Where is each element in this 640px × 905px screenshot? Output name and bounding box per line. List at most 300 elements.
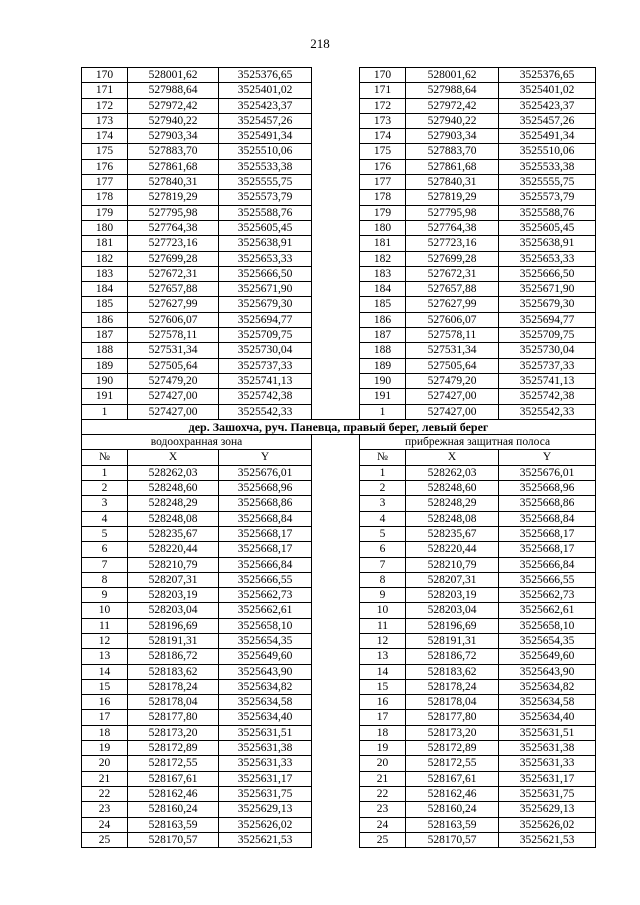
right-x-coordinate: 527657,88 [406, 282, 499, 297]
column-gap [312, 465, 360, 480]
table-row [82, 526, 596, 541]
right-y-coordinate: 3525629,13 [499, 802, 596, 817]
table-row [82, 83, 596, 98]
right-point-number: 18 [360, 725, 406, 740]
column-gap [312, 404, 360, 419]
left-x-coordinate: 527903,34 [128, 129, 219, 144]
table-row [82, 175, 596, 190]
right-point-number: 8 [360, 572, 406, 587]
right-point-number: 7 [360, 557, 406, 572]
right-y-coordinate: 3525662,61 [499, 603, 596, 618]
left-x-coordinate: 528167,61 [128, 771, 219, 786]
left-y-coordinate: 3525676,01 [219, 465, 312, 480]
left-x-coordinate: 528191,31 [128, 633, 219, 648]
left-point-number: 170 [82, 68, 128, 83]
right-subtitle: прибрежная защитная полоса [360, 435, 596, 450]
column-gap [312, 679, 360, 694]
column-gap [312, 159, 360, 174]
left-point-number: 11 [82, 618, 128, 633]
right-y-coordinate: 3525668,86 [499, 496, 596, 511]
right-y-coordinate: 3525653,33 [499, 251, 596, 266]
right-point-number: 180 [360, 220, 406, 235]
right-y-coordinate: 3525401,02 [499, 83, 596, 98]
left-y-coordinate: 3525666,50 [219, 266, 312, 281]
left-x-coordinate: 527627,99 [128, 297, 219, 312]
column-gap [312, 725, 360, 740]
column-gap [312, 373, 360, 388]
table-row [82, 129, 596, 144]
left-y-coordinate: 3525666,55 [219, 572, 312, 587]
left-y-coordinate: 3525658,10 [219, 618, 312, 633]
right-point-number: 23 [360, 802, 406, 817]
column-gap [312, 282, 360, 297]
left-x-coordinate: 527883,70 [128, 144, 219, 159]
column-gap [312, 695, 360, 710]
left-x-coordinate: 528203,19 [128, 588, 219, 603]
left-y-coordinate: 3525634,58 [219, 695, 312, 710]
left-point-number: 19 [82, 741, 128, 756]
right-point-number: 11 [360, 618, 406, 633]
right-y-coordinate: 3525666,50 [499, 266, 596, 281]
left-y-coordinate: 3525631,33 [219, 756, 312, 771]
left-point-number: 183 [82, 266, 128, 281]
left-y-coordinate: 3525668,96 [219, 481, 312, 496]
left-point-number: 191 [82, 389, 128, 404]
table-row [82, 236, 596, 251]
column-gap [312, 526, 360, 541]
right-point-number: 1 [360, 465, 406, 480]
left-point-number: 171 [82, 83, 128, 98]
right-y-coordinate: 3525654,35 [499, 633, 596, 648]
table-row [82, 68, 596, 83]
column-gap [312, 511, 360, 526]
right-y-coordinate: 3525671,90 [499, 282, 596, 297]
right-y-header: Y [499, 450, 596, 465]
right-x-coordinate: 528173,20 [406, 725, 499, 740]
left-y-coordinate: 3525662,61 [219, 603, 312, 618]
left-point-number: 18 [82, 725, 128, 740]
right-point-number: 182 [360, 251, 406, 266]
column-gap [312, 649, 360, 664]
left-y-coordinate: 3525638,91 [219, 236, 312, 251]
left-y-coordinate: 3525653,33 [219, 251, 312, 266]
table-row [82, 98, 596, 113]
left-y-coordinate: 3525629,13 [219, 802, 312, 817]
right-y-coordinate: 3525457,26 [499, 113, 596, 128]
right-point-number: 12 [360, 633, 406, 648]
column-gap [312, 312, 360, 327]
right-x-coordinate: 527883,70 [406, 144, 499, 159]
left-point-number: 184 [82, 282, 128, 297]
right-y-coordinate: 3525588,76 [499, 205, 596, 220]
right-point-number: 173 [360, 113, 406, 128]
right-x-coordinate: 527972,42 [406, 98, 499, 113]
left-y-header: Y [219, 450, 312, 465]
table-row [82, 358, 596, 373]
left-point-number: 175 [82, 144, 128, 159]
right-point-number: 178 [360, 190, 406, 205]
column-gap [312, 389, 360, 404]
right-x-coordinate: 528178,04 [406, 695, 499, 710]
left-point-number: 189 [82, 358, 128, 373]
left-x-coordinate: 527723,16 [128, 236, 219, 251]
right-x-coordinate: 527723,16 [406, 236, 499, 251]
table-row [82, 710, 596, 725]
right-y-coordinate: 3525694,77 [499, 312, 596, 327]
right-x-coordinate: 528183,62 [406, 664, 499, 679]
right-x-coordinate: 527427,00 [406, 389, 499, 404]
left-point-number: 182 [82, 251, 128, 266]
left-y-coordinate: 3525668,86 [219, 496, 312, 511]
left-x-coordinate: 528163,59 [128, 817, 219, 832]
left-y-coordinate: 3525376,65 [219, 68, 312, 83]
left-x-coordinate: 527795,98 [128, 205, 219, 220]
left-x-coordinate: 527672,31 [128, 266, 219, 281]
right-y-coordinate: 3525376,65 [499, 68, 596, 83]
right-y-coordinate: 3525638,91 [499, 236, 596, 251]
right-point-number: 25 [360, 832, 406, 847]
column-gap [312, 358, 360, 373]
right-x-coordinate: 528262,03 [406, 465, 499, 480]
left-y-coordinate: 3525634,82 [219, 679, 312, 694]
column-gap [312, 771, 360, 786]
page-number: 218 [310, 36, 330, 51]
left-point-number: 176 [82, 159, 128, 174]
right-y-coordinate: 3525662,73 [499, 588, 596, 603]
table-row [82, 159, 596, 174]
left-x-coordinate: 528248,60 [128, 481, 219, 496]
table-row [82, 144, 596, 159]
right-x-coordinate: 528177,80 [406, 710, 499, 725]
table-row [82, 588, 596, 603]
left-point-number: 180 [82, 220, 128, 235]
right-point-number: 177 [360, 175, 406, 190]
left-x-coordinate: 527940,22 [128, 113, 219, 128]
right-point-number: 175 [360, 144, 406, 159]
left-y-coordinate: 3525662,73 [219, 588, 312, 603]
right-point-number: 20 [360, 756, 406, 771]
left-y-coordinate: 3525401,02 [219, 83, 312, 98]
right-point-number: 183 [360, 266, 406, 281]
right-x-coordinate: 527840,31 [406, 175, 499, 190]
left-x-coordinate: 528178,04 [128, 695, 219, 710]
right-point-number: 2 [360, 481, 406, 496]
table-row [82, 496, 596, 511]
right-point-number: 191 [360, 389, 406, 404]
column-gap [312, 786, 360, 801]
left-point-number: 3 [82, 496, 128, 511]
column-gap [312, 633, 360, 648]
left-y-coordinate: 3525631,38 [219, 741, 312, 756]
left-y-coordinate: 3525709,75 [219, 328, 312, 343]
column-gap [312, 802, 360, 817]
left-y-coordinate: 3525730,04 [219, 343, 312, 358]
right-y-coordinate: 3525709,75 [499, 328, 596, 343]
left-x-coordinate: 528210,79 [128, 557, 219, 572]
column-gap [312, 83, 360, 98]
column-gap [312, 817, 360, 832]
left-point-number: 8 [82, 572, 128, 587]
left-point-number: 24 [82, 817, 128, 832]
right-x-coordinate: 527606,07 [406, 312, 499, 327]
left-point-number: 10 [82, 603, 128, 618]
table-row [82, 664, 596, 679]
right-y-coordinate: 3525510,06 [499, 144, 596, 159]
table-row [82, 725, 596, 740]
left-y-coordinate: 3525643,90 [219, 664, 312, 679]
column-gap [312, 588, 360, 603]
right-y-coordinate: 3525631,33 [499, 756, 596, 771]
left-x-coordinate: 528196,69 [128, 618, 219, 633]
table-row [82, 297, 596, 312]
column-gap [312, 113, 360, 128]
right-y-coordinate: 3525666,55 [499, 572, 596, 587]
right-point-number: 174 [360, 129, 406, 144]
left-y-coordinate: 3525694,77 [219, 312, 312, 327]
right-x-coordinate: 528203,19 [406, 588, 499, 603]
table-row [82, 465, 596, 480]
table-row [82, 113, 596, 128]
right-y-coordinate: 3525668,84 [499, 511, 596, 526]
left-y-coordinate: 3525533,38 [219, 159, 312, 174]
right-x-coordinate: 528162,46 [406, 786, 499, 801]
right-point-number: 5 [360, 526, 406, 541]
right-x-coordinate: 527531,34 [406, 343, 499, 358]
column-gap [312, 557, 360, 572]
left-x-coordinate: 528186,72 [128, 649, 219, 664]
right-x-coordinate: 527427,00 [406, 404, 499, 419]
right-y-coordinate: 3525634,58 [499, 695, 596, 710]
left-y-coordinate: 3525737,33 [219, 358, 312, 373]
right-x-coordinate: 528220,44 [406, 542, 499, 557]
right-point-number: 22 [360, 786, 406, 801]
right-y-coordinate: 3525631,17 [499, 771, 596, 786]
table-row [82, 603, 596, 618]
column-gap [312, 756, 360, 771]
right-x-coordinate: 527672,31 [406, 266, 499, 281]
column-gap [312, 175, 360, 190]
left-x-coordinate: 528172,55 [128, 756, 219, 771]
right-y-coordinate: 3525668,17 [499, 542, 596, 557]
right-x-coordinate: 527699,28 [406, 251, 499, 266]
table-row [82, 786, 596, 801]
right-x-coordinate: 527819,29 [406, 190, 499, 205]
column-gap [312, 98, 360, 113]
left-point-number: 188 [82, 343, 128, 358]
left-x-coordinate: 528220,44 [128, 542, 219, 557]
left-point-number: 16 [82, 695, 128, 710]
right-point-number: 1 [360, 404, 406, 419]
right-x-coordinate: 527940,22 [406, 113, 499, 128]
table-row [82, 328, 596, 343]
table-row [82, 771, 596, 786]
right-y-coordinate: 3525730,04 [499, 343, 596, 358]
right-point-number: 9 [360, 588, 406, 603]
right-point-number: 4 [360, 511, 406, 526]
subtitle-row [82, 435, 596, 450]
left-point-number: 9 [82, 588, 128, 603]
right-x-coordinate: 527479,20 [406, 373, 499, 388]
right-point-number: 6 [360, 542, 406, 557]
column-gap [312, 664, 360, 679]
left-subtitle: водоохранная зона [82, 435, 312, 450]
table-row [82, 832, 596, 847]
left-y-coordinate: 3525742,38 [219, 389, 312, 404]
left-x-coordinate: 527427,00 [128, 389, 219, 404]
right-x-coordinate: 528248,08 [406, 511, 499, 526]
right-y-coordinate: 3525626,02 [499, 817, 596, 832]
left-y-coordinate: 3525626,02 [219, 817, 312, 832]
left-y-coordinate: 3525542,33 [219, 404, 312, 419]
column-gap [312, 328, 360, 343]
column-gap [312, 832, 360, 847]
left-point-number: 187 [82, 328, 128, 343]
left-point-number: 17 [82, 710, 128, 725]
left-x-header: X [128, 450, 219, 465]
left-x-coordinate: 527606,07 [128, 312, 219, 327]
table-row [82, 695, 596, 710]
left-y-coordinate: 3525510,06 [219, 144, 312, 159]
right-point-number: 176 [360, 159, 406, 174]
left-x-coordinate: 528235,67 [128, 526, 219, 541]
table-row [82, 220, 596, 235]
left-x-coordinate: 527505,64 [128, 358, 219, 373]
table-row [82, 756, 596, 771]
right-y-coordinate: 3525676,01 [499, 465, 596, 480]
section-title: дер. Зашохча, руч. Паневца, правый берег, левый берег [82, 419, 596, 434]
left-y-coordinate: 3525621,53 [219, 832, 312, 847]
right-y-coordinate: 3525742,38 [499, 389, 596, 404]
column-gap [312, 236, 360, 251]
left-x-coordinate: 527657,88 [128, 282, 219, 297]
table-row [82, 618, 596, 633]
table-row [82, 741, 596, 756]
left-y-coordinate: 3525649,60 [219, 649, 312, 664]
right-x-coordinate: 528001,62 [406, 68, 499, 83]
left-x-coordinate: 527988,64 [128, 83, 219, 98]
left-x-coordinate: 527861,68 [128, 159, 219, 174]
left-y-coordinate: 3525679,30 [219, 297, 312, 312]
right-point-number: 187 [360, 328, 406, 343]
left-number-header: № [82, 450, 128, 465]
left-point-number: 23 [82, 802, 128, 817]
table-row [82, 649, 596, 664]
left-x-coordinate: 528248,08 [128, 511, 219, 526]
right-y-coordinate: 3525649,60 [499, 649, 596, 664]
column-gap [312, 450, 360, 465]
right-y-coordinate: 3525634,40 [499, 710, 596, 725]
right-x-coordinate: 527764,38 [406, 220, 499, 235]
left-x-coordinate: 528248,29 [128, 496, 219, 511]
section-title-row [82, 419, 596, 434]
left-point-number: 12 [82, 633, 128, 648]
right-y-coordinate: 3525555,75 [499, 175, 596, 190]
column-gap [312, 220, 360, 235]
column-gap [312, 710, 360, 725]
right-y-coordinate: 3525643,90 [499, 664, 596, 679]
right-x-coordinate: 527578,11 [406, 328, 499, 343]
left-point-number: 13 [82, 649, 128, 664]
left-x-coordinate: 527427,00 [128, 404, 219, 419]
left-x-coordinate: 528203,04 [128, 603, 219, 618]
column-gap [312, 496, 360, 511]
table-row [82, 679, 596, 694]
left-point-number: 185 [82, 297, 128, 312]
table-row [82, 190, 596, 205]
right-x-coordinate: 528203,04 [406, 603, 499, 618]
left-y-coordinate: 3525666,84 [219, 557, 312, 572]
left-y-coordinate: 3525741,13 [219, 373, 312, 388]
left-x-coordinate: 527840,31 [128, 175, 219, 190]
right-y-coordinate: 3525423,37 [499, 98, 596, 113]
right-x-coordinate: 528167,61 [406, 771, 499, 786]
right-x-coordinate: 528186,72 [406, 649, 499, 664]
left-point-number: 20 [82, 756, 128, 771]
column-gap [312, 741, 360, 756]
right-y-coordinate: 3525573,79 [499, 190, 596, 205]
right-x-coordinate: 528163,59 [406, 817, 499, 832]
column-gap [312, 343, 360, 358]
left-y-coordinate: 3525668,84 [219, 511, 312, 526]
table-row [82, 511, 596, 526]
right-y-coordinate: 3525634,82 [499, 679, 596, 694]
right-y-coordinate: 3525631,38 [499, 741, 596, 756]
table-row [82, 404, 596, 419]
left-point-number: 174 [82, 129, 128, 144]
column-gap [312, 603, 360, 618]
left-point-number: 172 [82, 98, 128, 113]
left-x-coordinate: 528183,62 [128, 664, 219, 679]
right-point-number: 19 [360, 741, 406, 756]
column-gap [312, 542, 360, 557]
right-x-coordinate: 528172,89 [406, 741, 499, 756]
right-point-number: 24 [360, 817, 406, 832]
right-point-number: 13 [360, 649, 406, 664]
right-y-coordinate: 3525631,75 [499, 786, 596, 801]
left-x-coordinate: 527972,42 [128, 98, 219, 113]
table-row [82, 312, 596, 327]
left-point-number: 22 [82, 786, 128, 801]
right-point-number: 181 [360, 236, 406, 251]
table-row [82, 572, 596, 587]
table-row [82, 282, 596, 297]
left-x-coordinate: 527699,28 [128, 251, 219, 266]
left-x-coordinate: 528160,24 [128, 802, 219, 817]
right-point-number: 14 [360, 664, 406, 679]
right-point-number: 179 [360, 205, 406, 220]
right-number-header: № [360, 450, 406, 465]
column-gap [312, 618, 360, 633]
right-y-coordinate: 3525679,30 [499, 297, 596, 312]
right-y-coordinate: 3525737,33 [499, 358, 596, 373]
table-row [82, 802, 596, 817]
left-x-coordinate: 528170,57 [128, 832, 219, 847]
right-y-coordinate: 3525621,53 [499, 832, 596, 847]
right-point-number: 184 [360, 282, 406, 297]
column-gap [312, 190, 360, 205]
left-point-number: 177 [82, 175, 128, 190]
left-x-coordinate: 527819,29 [128, 190, 219, 205]
column-gap [312, 297, 360, 312]
left-y-coordinate: 3525555,75 [219, 175, 312, 190]
right-x-coordinate: 527861,68 [406, 159, 499, 174]
right-point-number: 15 [360, 679, 406, 694]
right-y-coordinate: 3525668,17 [499, 526, 596, 541]
right-x-coordinate: 528207,31 [406, 572, 499, 587]
table-row [82, 251, 596, 266]
left-y-coordinate: 3525654,35 [219, 633, 312, 648]
right-point-number: 171 [360, 83, 406, 98]
